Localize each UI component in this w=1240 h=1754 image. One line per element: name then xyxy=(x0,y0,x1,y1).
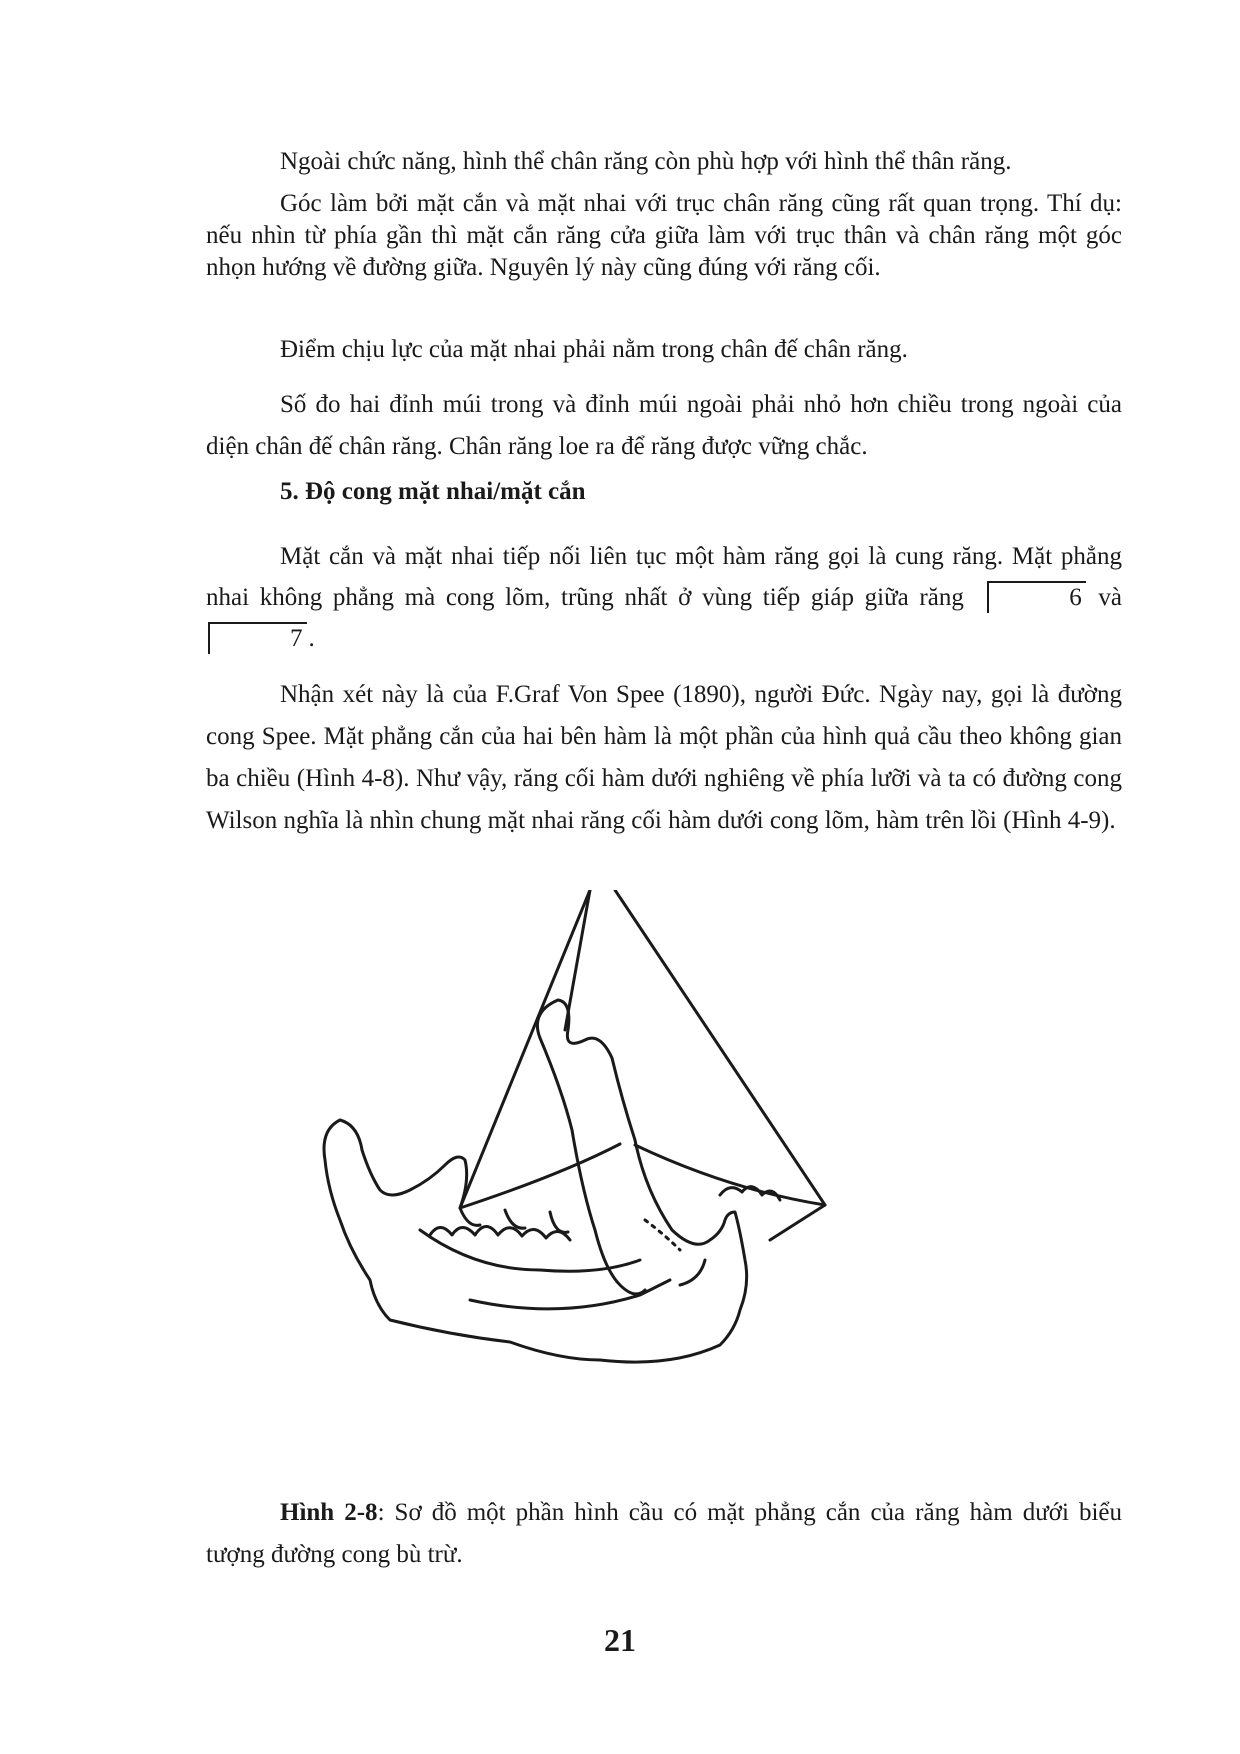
tooth-number-box: 7 xyxy=(208,622,307,654)
cone-base-tip xyxy=(770,1205,825,1240)
tooth-number-box: 6 xyxy=(987,581,1086,613)
paragraph-5-and: và xyxy=(1098,584,1123,611)
paragraph-5 xyxy=(206,536,1122,659)
paragraph-5-end: . xyxy=(308,625,315,652)
section-heading: 5. Độ cong mặt nhai/mặt cắn xyxy=(280,478,586,505)
paragraph-1: Ngoài chức năng, hình thể chân răng còn phù hợp với hình thể thân răng. xyxy=(280,148,1012,175)
cone-base-right xyxy=(635,1145,825,1205)
ramus-inner-line xyxy=(540,1038,645,1294)
paragraph-4: Số đo hai đỉnh múi trong và đỉnh múi ngoài phải nhỏ hơn chiều trong ngoài của diện chân đế chân răng. Chân răng loe ra để răng được vững chắc. xyxy=(206,391,1122,460)
caption-label: Hình 2-8 xyxy=(280,1499,378,1526)
cone-line-right xyxy=(615,890,825,1205)
lingual-dashes xyxy=(645,1220,680,1250)
inner-body-line xyxy=(470,1280,670,1309)
paragraph-6: Nhận xét này là của F.Graf Von Spee (1890), người Đức. Ngày nay, gọi là đường cong Spee. Mặt phẳng cắn của hai bên hàm là một phần của hình quả cầu theo không gian ba chiều (Hình 4-8). Như vậy, răng cối hàm dưới nghiêng về phía lưỡi và ta có đường cong Wilson nghĩa là nhìn chung mặt nhai răng cối hàm dưới cong lõm, hàm trên lồi (Hình 4-9). xyxy=(206,681,1122,834)
paragraph-2: Góc làm bởi mặt cắn và mặt nhai với trục chân răng cũng rất quan trọng. Thí dụ: nếu nhìn từ phía gần thì mặt cắn răng cửa giữa làm với trục thân và chân răng một góc nhọn hướng về đường giữa. Nguyên lý này cũng đúng với răng cối. xyxy=(206,190,1122,281)
inner-body-line xyxy=(680,1260,705,1285)
cone-line-left xyxy=(460,890,590,1208)
page-number: 21 xyxy=(604,1622,636,1658)
caption-text: : Sơ đồ một phần hình cầu có mặt phẳng cắn của răng hàm dưới biểu tượng đường cong bù trừ. xyxy=(206,1499,1122,1568)
cone-base-left xyxy=(460,1144,620,1208)
teeth-row xyxy=(430,1227,570,1241)
figure-caption xyxy=(206,1492,1122,1576)
paragraph-5-text: Mặt cắn và mặt nhai tiếp nối liên tục một hàm răng gọi là cung răng. Mặt phẳng nhai không phẳng mà cong lõm, trũng nhất ở vùng tiếp giáp giữa răng xyxy=(206,543,1122,611)
mandible-spee-curve-figure xyxy=(300,890,860,1430)
paragraph-3: Điểm chịu lực của mặt nhai phải nằm trong chân đế chân răng. xyxy=(280,336,908,363)
